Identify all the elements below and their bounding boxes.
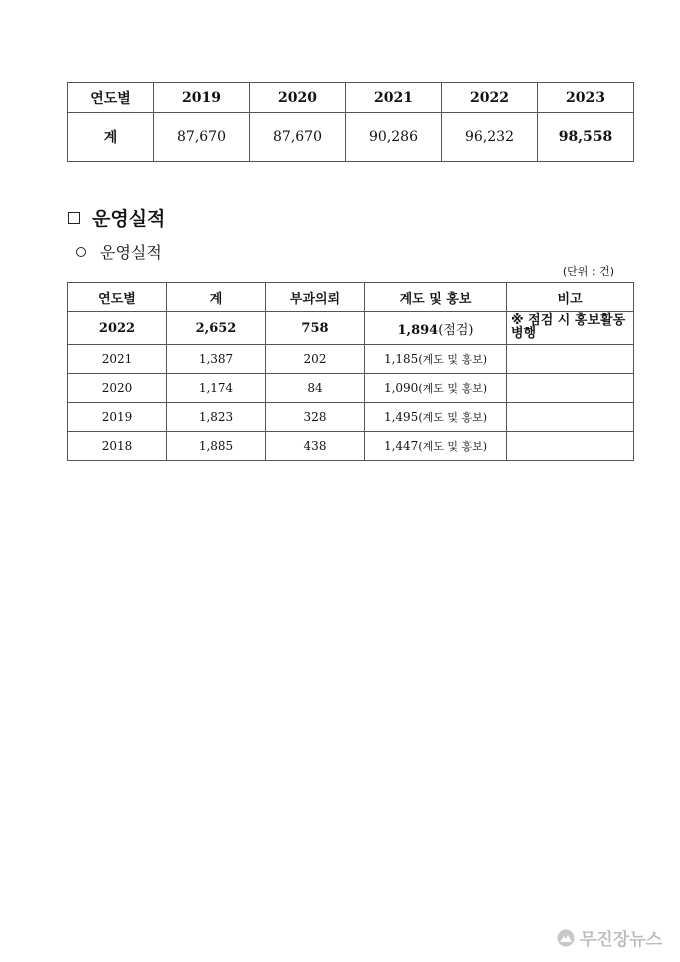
year-cell: 2019	[68, 403, 167, 432]
value-cell: 87,670	[250, 113, 346, 162]
table-row	[68, 432, 634, 461]
year-cell: 2018	[68, 432, 167, 461]
watermark-logo	[557, 925, 662, 950]
guide-text: (계도 및 홍보)	[418, 440, 488, 453]
value-cell: 96,232	[442, 113, 538, 162]
table-row	[68, 345, 634, 374]
levy-cell: 328	[266, 403, 365, 432]
header-cell: 2022	[442, 83, 538, 113]
total-cell: 1,387	[167, 345, 266, 374]
guide-cell	[365, 403, 507, 432]
header-cell: 2020	[250, 83, 346, 113]
section-heading	[68, 204, 165, 231]
operation-results-table	[67, 282, 634, 461]
year-cell: 2022	[68, 312, 167, 345]
guide-number: 1,894	[397, 322, 439, 338]
guide-number: 1,447	[383, 439, 419, 453]
yearly-total-table	[67, 82, 634, 162]
table-row	[68, 374, 634, 403]
table-header-row	[68, 283, 634, 312]
header-cell: 2019	[154, 83, 250, 113]
note-cell	[507, 374, 634, 403]
table-row	[68, 403, 634, 432]
mountain-logo-icon	[557, 929, 575, 947]
subsection-title: 운영실적	[100, 243, 162, 262]
guide-text: (계도 및 홍보)	[418, 411, 488, 424]
guide-text: (계도 및 홍보)	[418, 382, 488, 395]
value-cell: 87,670	[154, 113, 250, 162]
header-cell: 계도 및 홍보	[365, 283, 507, 312]
guide-cell	[365, 345, 507, 374]
header-cell: 2021	[346, 83, 442, 113]
total-cell: 2,652	[167, 312, 266, 345]
header-cell: 2023	[538, 83, 634, 113]
total-cell: 1,885	[167, 432, 266, 461]
guide-text: (계도 및 홍보)	[418, 353, 488, 366]
value-cell: 98,558	[538, 113, 634, 162]
subsection-heading	[76, 240, 162, 263]
levy-cell: 438	[266, 432, 365, 461]
guide-cell	[365, 432, 507, 461]
total-cell: 1,823	[167, 403, 266, 432]
note-cell: ※ 점검 시 홍보활동 병행	[507, 312, 634, 345]
table-row	[68, 312, 634, 345]
header-cell: 연도별	[68, 283, 167, 312]
guide-text: (점검)	[438, 322, 474, 338]
table-row	[68, 113, 634, 162]
year-cell: 2020	[68, 374, 167, 403]
table-header-row	[68, 83, 634, 113]
row-label: 계	[68, 113, 154, 162]
watermark-text: 무진장뉴스	[579, 930, 662, 950]
guide-number: 1,185	[383, 352, 419, 366]
guide-number: 1,090	[383, 381, 419, 395]
note-cell	[507, 345, 634, 374]
header-cell: 계	[167, 283, 266, 312]
unit-note: (단위 : 건)	[562, 265, 614, 278]
total-cell: 1,174	[167, 374, 266, 403]
guide-number: 1,495	[383, 410, 419, 424]
note-cell	[507, 432, 634, 461]
note-cell	[507, 403, 634, 432]
levy-cell: 84	[266, 374, 365, 403]
levy-cell: 758	[266, 312, 365, 345]
header-cell: 연도별	[68, 83, 154, 113]
circle-bullet-icon	[76, 247, 86, 257]
guide-cell	[365, 374, 507, 403]
square-bullet-icon	[68, 212, 80, 224]
header-cell: 비고	[507, 283, 634, 312]
levy-cell: 202	[266, 345, 365, 374]
section-title: 운영실적	[92, 208, 166, 230]
value-cell: 90,286	[346, 113, 442, 162]
guide-cell	[365, 312, 507, 345]
year-cell: 2021	[68, 345, 167, 374]
header-cell: 부과의뢰	[266, 283, 365, 312]
